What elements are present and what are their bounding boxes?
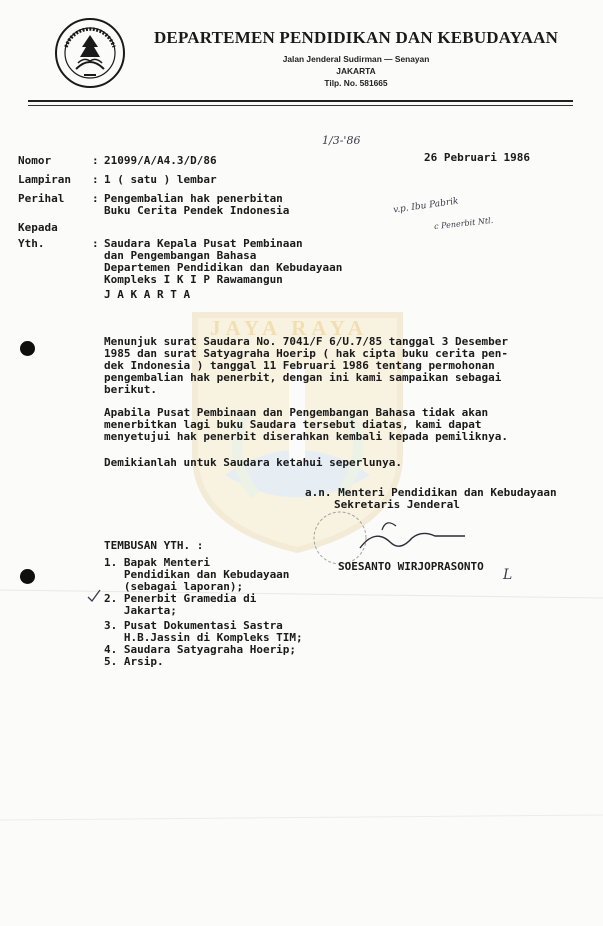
perihal-line-1: Pengembalian hak penerbitan xyxy=(104,192,283,205)
body-para3: Demikianlah untuk Saudara ketahui seperlunya. xyxy=(104,456,403,469)
yth-colon: : xyxy=(92,237,99,250)
body-para1-line: berikut. xyxy=(104,383,157,396)
tembusan-heading: TEMBUSAN YTH. : xyxy=(104,539,204,552)
recipient-line: dan Pengembangan Bahasa xyxy=(104,249,257,262)
tembusan-item: (sebagai laporan); xyxy=(104,580,244,593)
lampiran-value: 1 ( satu ) lembar xyxy=(104,173,217,186)
address-line: Jalan Jenderal Sudirman — Senayan xyxy=(282,54,430,64)
tembusan-item: H.B.Jassin di Kompleks TIM; xyxy=(104,631,303,644)
body-para1-line: 1985 dan surat Satyagraha Hoerip ( hak cipta buku cerita pen- xyxy=(104,347,508,360)
letterhead-rule-thick xyxy=(28,100,573,102)
nomor-colon: : xyxy=(92,154,99,167)
letter-date: 26 Pebruari 1986 xyxy=(424,151,530,164)
initial-mark: L xyxy=(503,567,513,583)
body-para1-line: pengembalian hak penerbit, dengan ini kami sampaikan sebagai xyxy=(104,371,502,384)
signature-title: Sekretaris Jenderal xyxy=(334,498,460,511)
address-city: JAKARTA xyxy=(336,66,376,76)
body-para1-line: Menunjuk surat Saudara No. 7041/F 6/U.7/85 tanggal 3 Desember xyxy=(104,335,508,348)
department-title: DEPARTEMEN PENDIDIKAN DAN KEBUDAYAAN xyxy=(153,28,559,47)
tembusan-item: 5. Arsip. xyxy=(104,655,164,668)
tut-wuri-handayani-logo xyxy=(54,17,126,89)
punch-hole xyxy=(20,569,35,584)
lampiran-label: Lampiran xyxy=(18,173,71,186)
kepada-label: Kepada xyxy=(18,221,58,234)
lampiran-colon: : xyxy=(92,173,99,186)
recipient-line: Departemen Pendidikan dan Kebudayaan xyxy=(104,261,343,274)
handwritten-date-note: 1/3-'86 xyxy=(322,134,361,147)
tembusan-item: Jakarta; xyxy=(104,604,177,617)
yth-label: Yth. xyxy=(18,237,45,250)
address-phone: Tilp. No. 581665 xyxy=(324,78,388,88)
handwritten-vp-note: v.p. Ibu Pabrik xyxy=(392,196,460,216)
punch-hole xyxy=(20,341,35,356)
nomor-value: 21099/A/A4.3/D/86 xyxy=(104,154,217,167)
signature-on-behalf: a.n. Menteri Pendidikan dan Kebudayaan xyxy=(305,486,557,499)
body-para2-line: menyetujui hak penerbit diserahkan kembali kepada pemiliknya. xyxy=(104,430,508,443)
check-mark-icon xyxy=(86,588,102,604)
perihal-label: Perihal xyxy=(18,192,65,205)
perihal-colon: : xyxy=(92,192,99,205)
nomor-label: Nomor xyxy=(18,154,52,167)
stamp-and-signature xyxy=(300,508,480,568)
tembusan-item: 3. Pusat Dokumentasi Sastra xyxy=(104,619,283,632)
tembusan-item: 2. Penerbit Gramedia di xyxy=(104,592,257,605)
tembusan-item: 1. Bapak Menteri xyxy=(104,556,210,569)
body-para2-line: Apabila Pusat Pembinaan dan Pengembangan Bahasa tidak akan xyxy=(104,406,489,419)
recipient-line: Kompleks I K I P Rawamangun xyxy=(104,273,283,286)
recipient-line: J A K A R T A xyxy=(104,288,191,301)
recipient-line: Saudara Kepala Pusat Pembinaan xyxy=(104,237,303,250)
body-para1-line: dek Indonesia ) tanggal 11 Februari 1986 tentang permohonan xyxy=(104,359,495,372)
perihal-line-2: Buku Cerita Pendek Indonesia xyxy=(104,204,290,217)
signatory-name: SOESANTO WIRJOPRASONTO xyxy=(338,560,484,573)
handwritten-vp-note-2: c Penerbit Ntl. xyxy=(433,215,494,232)
body-para2-line: menerbitkan lagi buku Saudara tersebut diatas, kami dapat xyxy=(104,418,482,431)
tembusan-item: 4. Saudara Satyagraha Hoerip; xyxy=(104,643,297,656)
watermark-text: JAYA RAYA xyxy=(210,316,369,340)
tembusan-item: Pendidikan dan Kebudayaan xyxy=(104,568,290,581)
letterhead-rule-thin xyxy=(28,105,573,106)
